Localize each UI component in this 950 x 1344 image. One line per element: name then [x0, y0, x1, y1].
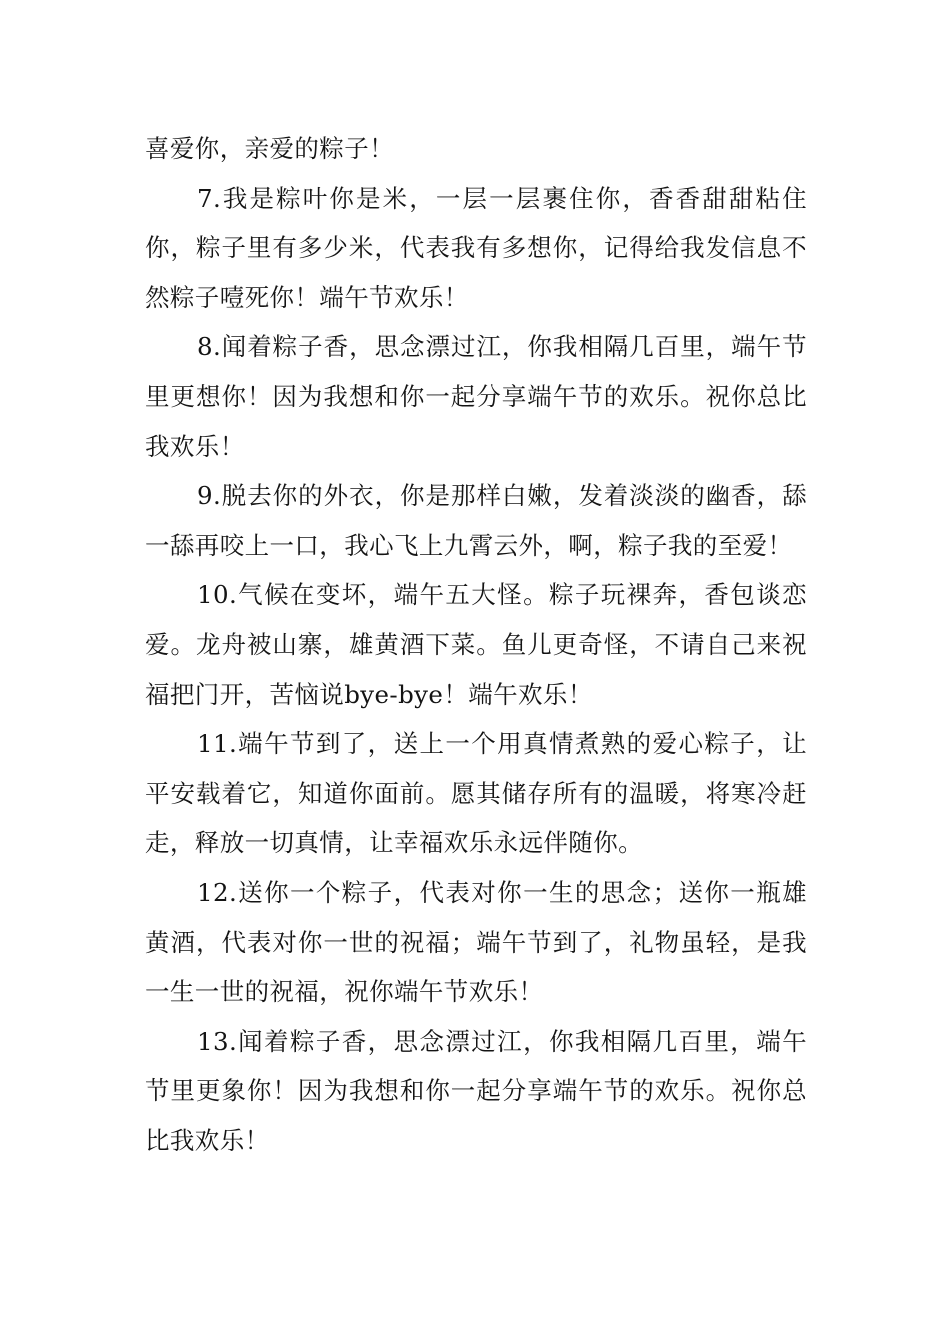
paragraph-continuation: 喜爱你，亲爱的粽子！ [145, 134, 394, 163]
paragraph-item-10: 10.气候在变坏，端午五大怪。粽子玩裸奔，香包谈恋爱。龙舟被山寨，雄黄酒下菜。鱼儿更奇怪，不请自己来祝福把门开，苦恼说bye-bye！端午欢乐！ [145, 580, 807, 709]
paragraph-item-12: 12.送你一个粽子，代表对你一生的思念；送你一瓶雄黄酒，代表对你一世的祝福；端午节到了，礼物虽轻，是我一生一世的祝福，祝你端午节欢乐！ [145, 877, 807, 1007]
paragraph-item-11: 11.端午节到了，送上一个用真情煮熟的爱心粽子，让平安载着它，知道你面前。愿其储存所有的温暖，将寒冷赶走，释放一切真情，让幸福欢乐永远伴随你。 [145, 729, 807, 858]
paragraph-item-9: 9.脱去你的外衣，你是那样白嫩，发着淡淡的幽香，舔一舔再咬上一口，我心飞上九霄云外，啊，粽子我的至爱！ [145, 481, 807, 560]
document-body [145, 124, 807, 1165]
paragraph-item-8: 8.闻着粽子香，思念漂过江，你我相隔几百里，端午节里更想你！因为我想和你一起分享端午节的欢乐。祝你总比我欢乐！ [145, 332, 807, 461]
paragraph-item-7: 7.我是粽叶你是米，一层一层裹住你，香香甜甜粘住你，粽子里有多少米，代表我有多想你，记得给我发信息不然粽子噎死你！端午节欢乐！ [145, 183, 807, 312]
paragraph-item-13: 13.闻着粽子香，思念漂过江，你我相隔几百里，端午节里更象你！因为我想和你一起分享端午节的欢乐。祝你总比我欢乐！ [145, 1026, 807, 1155]
